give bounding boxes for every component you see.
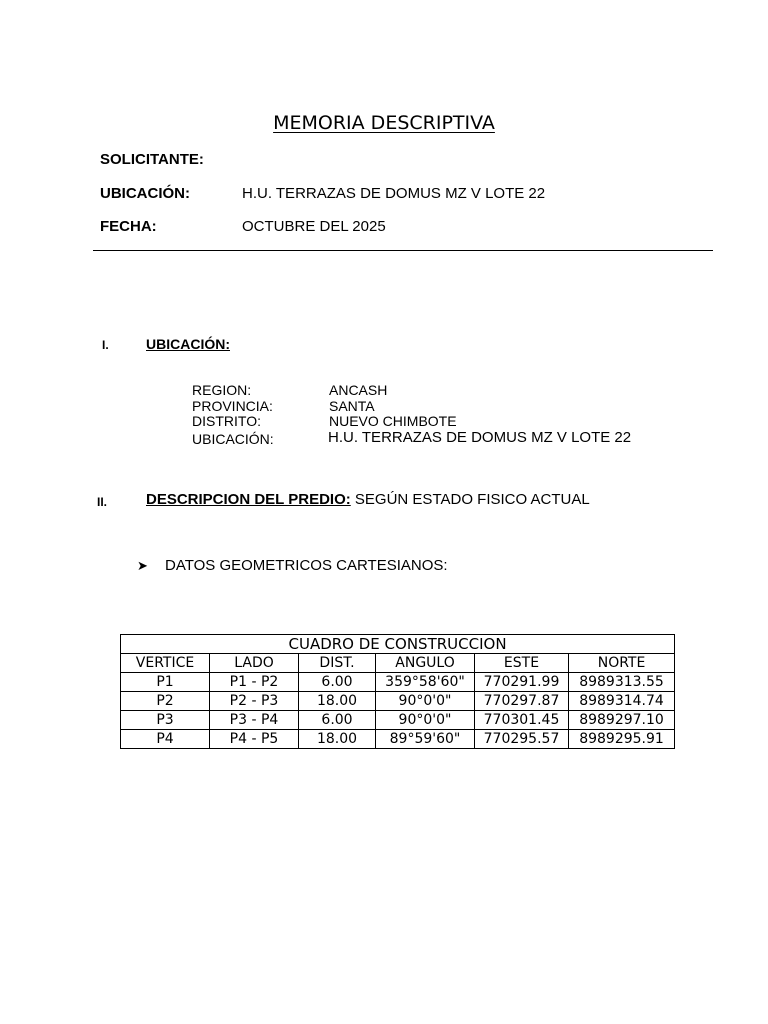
table-cell: 770295.57 [475, 730, 569, 749]
fecha-label: FECHA: [100, 218, 157, 235]
table-cell: P1 [121, 673, 210, 692]
section2-heading [146, 491, 590, 508]
location-value: ANCASH [329, 382, 388, 398]
table-cell: 18.00 [299, 692, 376, 711]
table-cell: 6.00 [299, 673, 376, 692]
table-cell: 18.00 [299, 730, 376, 749]
table-cell: P3 [121, 711, 210, 730]
location-value: H.U. TERRAZAS DE DOMUS MZ V LOTE 22 [328, 429, 632, 446]
fecha-value: OCTUBRE DEL 2025 [242, 218, 386, 235]
header-divider [93, 250, 713, 251]
table-cell: 6.00 [299, 711, 376, 730]
ubicacion-value: H.U. TERRAZAS DE DOMUS MZ V LOTE 22 [242, 185, 546, 202]
ubicacion-label: UBICACIÓN: [100, 185, 190, 202]
location-label: DISTRITO: [192, 413, 261, 429]
table-header: NORTE [569, 654, 675, 673]
table-header: ESTE [475, 654, 569, 673]
location-label: UBICACIÓN: [192, 431, 274, 447]
table-cell: 8989295.91 [569, 730, 675, 749]
section2-title: DESCRIPCION DEL PREDIO: [146, 491, 351, 508]
bullet-text: DATOS GEOMETRICOS CARTESIANOS: [165, 557, 448, 574]
table-header: VERTICE [121, 654, 210, 673]
location-value: NUEVO CHIMBOTE [329, 413, 457, 429]
section1-number: I. [102, 338, 109, 352]
table-cell: P3 - P4 [210, 711, 299, 730]
table-cell: 8989313.55 [569, 673, 675, 692]
location-label: PROVINCIA: [192, 398, 273, 414]
table-cell: 90°0'0" [376, 711, 475, 730]
solicitante-label: SOLICITANTE: [100, 151, 204, 168]
table-cell: 8989297.10 [569, 711, 675, 730]
table-cell: 359°58'60" [376, 673, 475, 692]
table-cell: 770291.99 [475, 673, 569, 692]
table-cell: 89°59'60" [376, 730, 475, 749]
table-cell: 90°0'0" [376, 692, 475, 711]
table-cell: 770301.45 [475, 711, 569, 730]
table-cell: P2 - P3 [210, 692, 299, 711]
table-cell: P2 [121, 692, 210, 711]
section2-number: II. [97, 495, 108, 509]
table-row [121, 692, 675, 711]
table-header: LADO [210, 654, 299, 673]
table-cell: P1 - P2 [210, 673, 299, 692]
table-cell: P4 - P5 [210, 730, 299, 749]
table-header: DIST. [299, 654, 376, 673]
construction-table [120, 634, 675, 749]
document-title: MEMORIA DESCRIPTIVA [273, 112, 495, 134]
table-row [121, 711, 675, 730]
table-header-row [121, 654, 675, 673]
location-value: SANTA [329, 398, 375, 414]
table-cell: 770297.87 [475, 692, 569, 711]
table-caption: CUADRO DE CONSTRUCCION [121, 635, 675, 654]
table-row [121, 730, 675, 749]
bullet-arrow-icon: ➤ [137, 558, 148, 573]
table-header: ANGULO [376, 654, 475, 673]
table-row [121, 673, 675, 692]
location-label: REGION: [192, 382, 252, 398]
table-cell: P4 [121, 730, 210, 749]
section2-subtitle: SEGÚN ESTADO FISICO ACTUAL [354, 491, 590, 508]
section1-title: UBICACIÓN: [146, 336, 230, 352]
table-cell: 8989314.74 [569, 692, 675, 711]
